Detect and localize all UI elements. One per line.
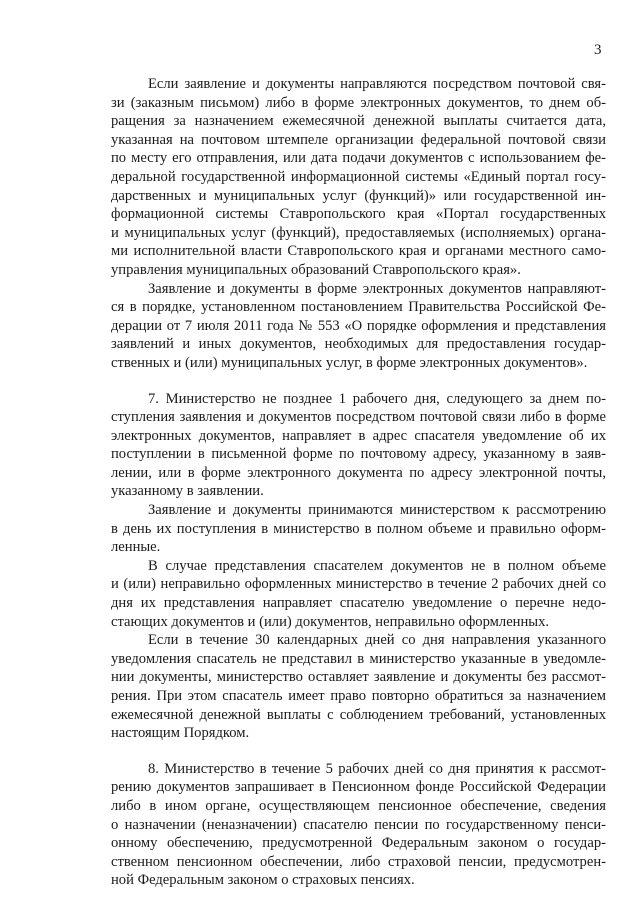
text-line: о назначении (неназначении) спасателю пенсии по государственному пенси- [111, 816, 606, 833]
text-line: электронных документов, направляет в адрес спасателя уведомление об их [111, 427, 606, 444]
text-line: настоящим Порядком. [111, 725, 250, 742]
text-line: и (или) неправильно оформленных министерство в течение 2 рабочих дней со [111, 576, 606, 593]
text-line: ся в порядке, установленном постановлением Правительства Российской Фе- [111, 299, 606, 316]
paragraph-30-days [111, 631, 606, 743]
text-line: нии документы, министерство оставляет заявление и документы без рассмот- [111, 669, 606, 686]
text-line: управления муниципальных образований Ставропольского края». [111, 261, 521, 278]
paragraph-incomplete-documents [111, 557, 606, 631]
text-line: дарственных и муниципальных услуг (функций)» или государственной ин- [111, 187, 606, 204]
text-line: дня их представления направляет спасателю уведомление о перечне недо- [111, 595, 606, 612]
text-line: ращения за назначением ежемесячной денежной выплаты считается дата, [111, 113, 606, 130]
text-line: ной Федеральным законом о страховых пенсиях. [111, 872, 415, 889]
text-line: зи (заказным письмом) либо в форме электронных документов, то днем об- [111, 94, 606, 111]
section-gap [111, 373, 606, 390]
text-line: Если заявление и документы направляются посредством почтовой свя- [148, 76, 606, 92]
text-line: уведомления спасатель не представил в министерство указанные в уведомле- [111, 650, 606, 667]
text-line: в день их поступления в министерство в полном объеме и правильно оформ- [111, 520, 606, 537]
paragraph-acceptance [111, 501, 606, 557]
paragraph-postal-submission [111, 75, 606, 280]
text-line: ственных и (или) муниципальных услуг, в форме электронных документов». [111, 354, 588, 371]
text-line: 7. Министерство не позднее 1 рабочего дня, следующего за днем по- [148, 390, 606, 407]
text-line: указанная на почтовом штемпеле организации федеральной почтовой связи [111, 131, 606, 148]
text-line: онному обеспечению, предусмотренной Федеральным законом о государ- [111, 835, 606, 852]
text-line: формационной системы Ставропольского края «Портал государственных [111, 206, 606, 223]
document-body [111, 75, 606, 890]
text-line: по месту его отправления, или дата подачи документов с использованием фе- [111, 150, 606, 167]
text-line: и муниципальных услуг (функций), предоставляемых (исполняемых) органа- [111, 224, 606, 241]
text-line: ежемесячной денежной выплаты с соблюдением требований, установленных [111, 706, 606, 723]
text-line: ственном пенсионном обеспечении, либо страховой пенсии, предусмотрен- [111, 853, 606, 870]
text-line: дерации от 7 июля 2011 года № 553 «О порядке оформления и представления [111, 317, 606, 334]
text-line: лении, или в форме электронного документа по адресу электронной почты, [111, 464, 606, 481]
section-gap [111, 743, 606, 760]
text-line: В случае представления спасателем документов не в полном объеме [148, 557, 606, 574]
text-line: 8. Министерство в течение 5 рабочих дней со дня принятия к рассмот- [148, 760, 606, 777]
text-line: заявлений и иных документов, необходимых для предоставления государ- [111, 336, 606, 353]
text-line: рению документов запрашивает в Пенсионном фонде Российской Федерации [111, 779, 606, 796]
paragraph-item-7 [111, 390, 606, 502]
paragraph-item-8 [111, 760, 606, 890]
text-line: ступления заявления и документов посредством почтовой связи либо в форме [111, 409, 606, 426]
text-line: Заявление и документы принимаются министерством к рассмотрению [148, 502, 606, 519]
paragraph-electronic-documents [111, 280, 606, 373]
text-line: Если в течение 30 календарных дней со дня направления указанного [148, 632, 606, 649]
text-line: указанному в заявлении. [111, 483, 264, 500]
page-number: 3 [594, 42, 602, 58]
text-line: поступлении в письменной форме по почтовому адресу, указанному в заяв- [111, 446, 606, 463]
text-line: либо в ином органе, осуществляющем пенсионное обеспечение, сведения [111, 797, 606, 814]
text-line: Заявление и документы в форме электронных документов направляют- [148, 280, 606, 297]
text-line: деральной государственной информационной системы «Единый портал госу- [111, 168, 606, 185]
text-line: рения. При этом спасатель имеет право повторно обратиться за назначением [111, 688, 606, 704]
text-line: стающих документов и (или) документов, неправильно оформленных. [111, 613, 550, 630]
text-line: ми исполнительной власти Ставропольского края и органами местного само- [111, 243, 606, 260]
text-line: ленные. [111, 539, 161, 556]
